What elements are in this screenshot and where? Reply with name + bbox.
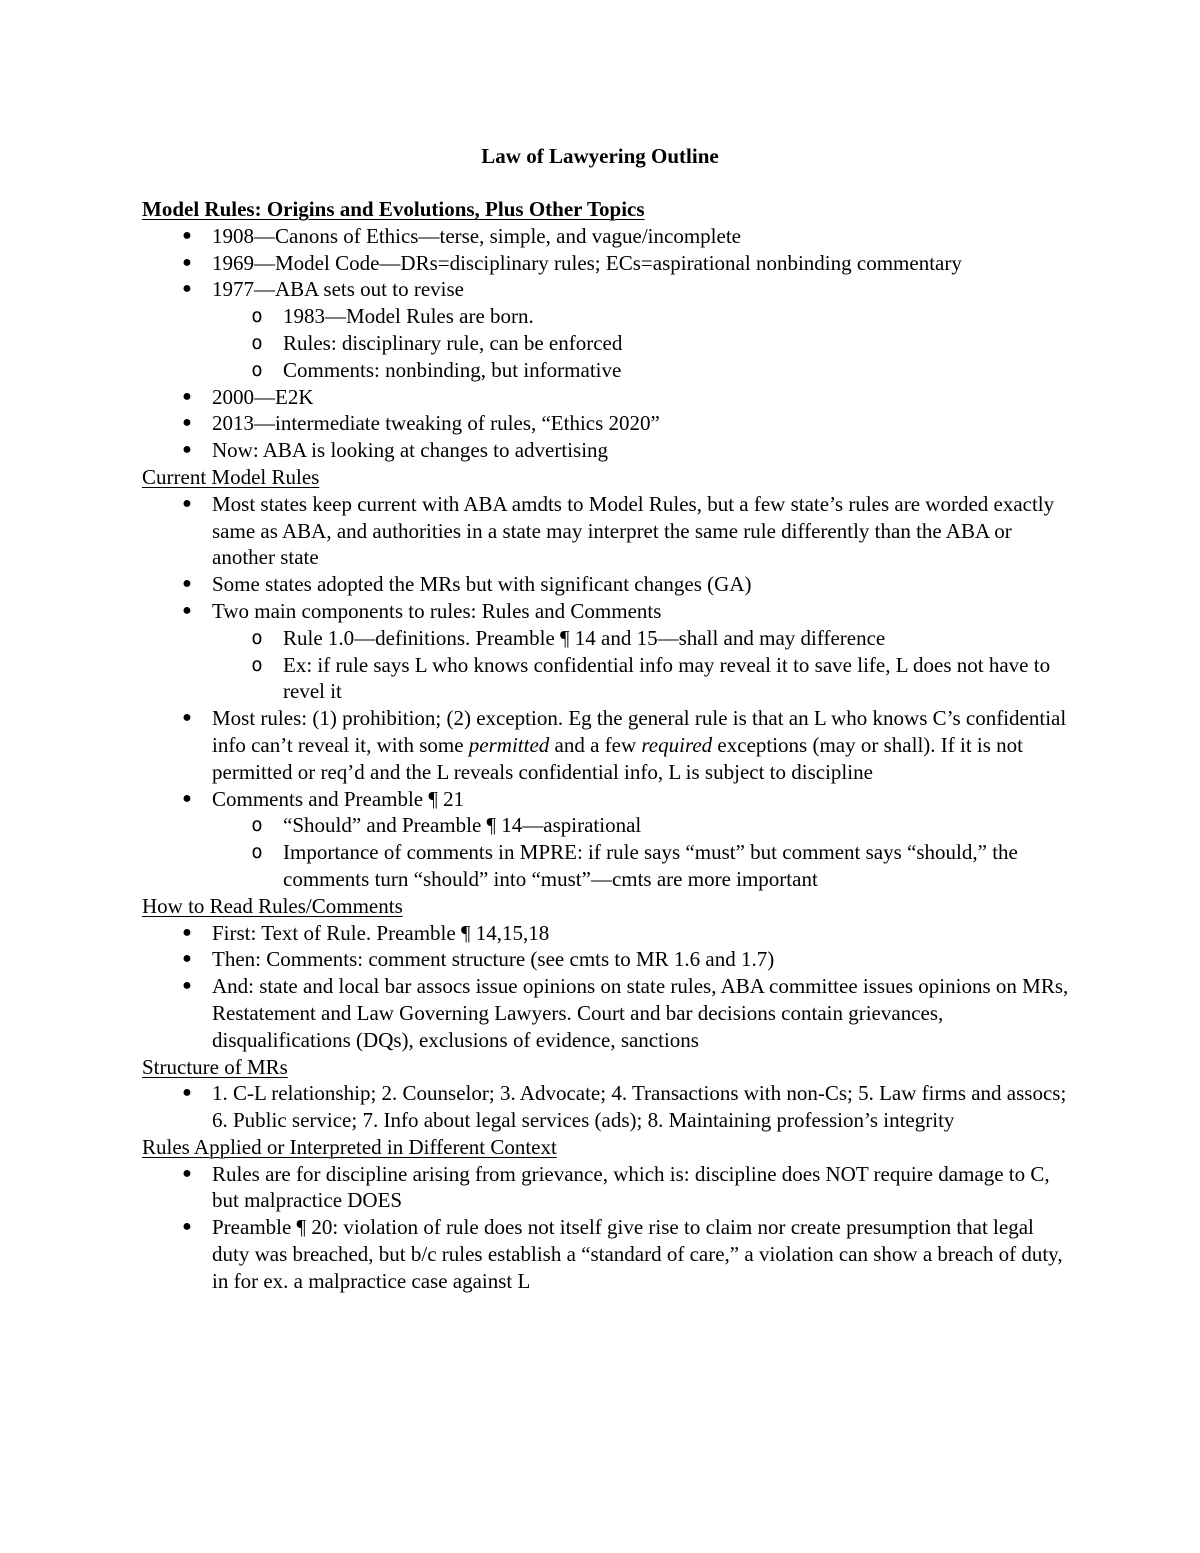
sub-bullet-icon: o [251, 358, 263, 381]
list-item-text: 2000—E2K [212, 384, 314, 409]
bullet-list [142, 223, 1072, 464]
list-item [182, 973, 1072, 1053]
bullet-icon: ● [182, 1164, 192, 1182]
list-item [182, 491, 1072, 571]
sub-bullet-list [212, 625, 1072, 705]
list-item [182, 384, 1072, 411]
list-item-text: Two main components to rules: Rules and Comments [212, 598, 662, 623]
list-item [182, 786, 1072, 893]
list-item [182, 571, 1072, 598]
sub-bullet-icon: o [251, 626, 263, 649]
sub-list-item-text: 1983—Model Rules are born. [283, 304, 534, 329]
bullet-icon: ● [182, 280, 192, 298]
list-item-text: 1908—Canons of Ethics—terse, simple, and vague/incomplete [212, 223, 741, 248]
outline-content [142, 196, 1072, 1295]
list-item-text [212, 706, 1066, 784]
sub-list-item [251, 812, 1072, 839]
sub-list-item [251, 625, 1072, 652]
list-item-text: 2013—intermediate tweaking of rules, “Ethics 2020” [212, 411, 660, 436]
list-item-text: Then: Comments: comment structure (see cmts to MR 1.6 and 1.7) [212, 947, 775, 972]
bullet-icon: ● [182, 387, 192, 405]
sub-bullet-icon: o [251, 331, 263, 354]
list-item-text: Now: ABA is looking at changes to advertising [212, 438, 609, 463]
text-run: and a few [549, 732, 642, 757]
sub-list-item [251, 357, 1072, 384]
bullet-list [142, 491, 1072, 893]
sub-list-item-text: “Should” and Preamble ¶ 14—aspirational [283, 813, 642, 838]
list-item [182, 598, 1072, 705]
list-item [182, 1214, 1072, 1294]
sub-list-item-text: Comments: nonbinding, but informative [283, 357, 622, 382]
list-item [182, 1080, 1072, 1134]
sub-list-item-text: Ex: if rule says L who knows confidential info may reveal it to save life, L does not have to revel it [283, 652, 1051, 704]
sub-list-item-text: Rules: disciplinary rule, can be enforced [283, 330, 623, 355]
list-item [182, 946, 1072, 973]
bullet-list [142, 1161, 1072, 1295]
list-item [182, 410, 1072, 437]
sub-bullet-list [212, 812, 1072, 892]
sub-list-item [251, 839, 1072, 893]
list-item-text: Comments and Preamble ¶ 21 [212, 786, 465, 811]
list-item-text: 1977—ABA sets out to revise [212, 277, 464, 302]
sub-list-item [251, 303, 1072, 330]
list-item [182, 276, 1072, 383]
bullet-icon: ● [182, 253, 192, 271]
bullet-icon: ● [182, 1084, 192, 1102]
section-heading: How to Read Rules/Comments [142, 893, 403, 918]
list-item-text: Some states adopted the MRs but with significant changes (GA) [212, 572, 752, 597]
list-item [182, 1161, 1072, 1215]
bullet-icon: ● [182, 575, 192, 593]
list-item-text: 1969—Model Code—DRs=disciplinary rules; ECs=aspirational nonbinding commentary [212, 250, 962, 275]
bullet-list [142, 1080, 1072, 1134]
list-item [182, 920, 1072, 947]
italic-term-permitted: permitted [468, 732, 550, 757]
section-heading: Model Rules: Origins and Evolutions, Plus Other Topics [142, 197, 645, 221]
section-heading: Structure of MRs [142, 1054, 288, 1079]
text-run: Most rules: (1) prohibition; (2) exception. Eg the general rule is that an L who knows C’s confidential info can’t reveal it, with some [212, 706, 1067, 757]
list-item-text: First: Text of Rule. Preamble ¶ 14,15,18 [212, 920, 550, 945]
list-item [182, 250, 1072, 277]
sub-list-item [251, 652, 1072, 706]
bullet-icon: ● [182, 601, 192, 619]
bullet-icon: ● [182, 226, 192, 244]
sub-bullet-icon: o [251, 841, 263, 864]
sub-list-item [251, 330, 1072, 357]
sub-list-item-text: Rule 1.0—definitions. Preamble ¶ 14 and 15—shall and may difference [283, 625, 886, 650]
list-item [182, 437, 1072, 464]
italic-term-required: required [641, 732, 713, 757]
bullet-icon: ● [182, 977, 192, 995]
text-run: exceptions (may or shall). If it is not permitted or req’d and the L reveals confidential info, L is subject to discipline [212, 732, 1024, 784]
sub-list-item-text: Importance of comments in MPRE: if rule says “must” but comment says “should,” the comments turn “should” into “must”—cmts are more important [283, 840, 1018, 891]
page-title: Law of Lawyering Outline [481, 144, 719, 168]
bullet-icon: ● [182, 1218, 192, 1236]
section-heading: Rules Applied or Interpreted in Different Context [142, 1134, 557, 1159]
bullet-icon: ● [182, 923, 192, 941]
section-heading: Current Model Rules [142, 464, 320, 489]
bullet-list [142, 920, 1072, 1054]
sub-bullet-icon: o [251, 814, 263, 837]
bullet-icon: ● [182, 950, 192, 968]
list-item-text: Preamble ¶ 20: violation of rule does not itself give rise to claim nor create presumption that legal duty was breached, but b/c rules establish a “standard of care,” a violation can show a breach of duty, in for ex. a malpractice case against L [212, 1215, 1063, 1293]
bullet-icon: ● [182, 789, 192, 807]
bullet-icon: ● [182, 709, 192, 727]
bullet-icon: ● [182, 494, 192, 512]
sub-bullet-icon: o [251, 653, 263, 676]
list-item-text: And: state and local bar assocs issue opinions on state rules, ABA committee issues opinions on MRs, Restatement and Law Governing Lawyers. Court and bar decisions contain grievances, disqualifications (DQs), exclusions of evidence, sanctions [212, 974, 1069, 1052]
list-item-text: Most states keep current with ABA amdts to Model Rules, but a few state’s rules are worded exactly same as ABA, and authorities in a state may interpret the same rule differently than the ABA or another state [212, 491, 1055, 570]
bullet-icon: ● [182, 441, 192, 459]
bullet-icon: ● [182, 414, 192, 432]
list-item [182, 705, 1072, 785]
sub-bullet-list [212, 303, 1072, 383]
list-item [182, 223, 1072, 250]
list-item-text: 1. C-L relationship; 2. Counselor; 3. Advocate; 4. Transactions with non-Cs; 5. Law firms and assocs; 6. Public service; 7. Info about legal services (ads); 8. Maintaining profession’s integrity [212, 1081, 1067, 1133]
list-item-text: Rules are for discipline arising from grievance, which is: discipline does NOT require damage to C, but malpractice DOES [212, 1161, 1050, 1213]
sub-bullet-icon: o [251, 305, 263, 328]
